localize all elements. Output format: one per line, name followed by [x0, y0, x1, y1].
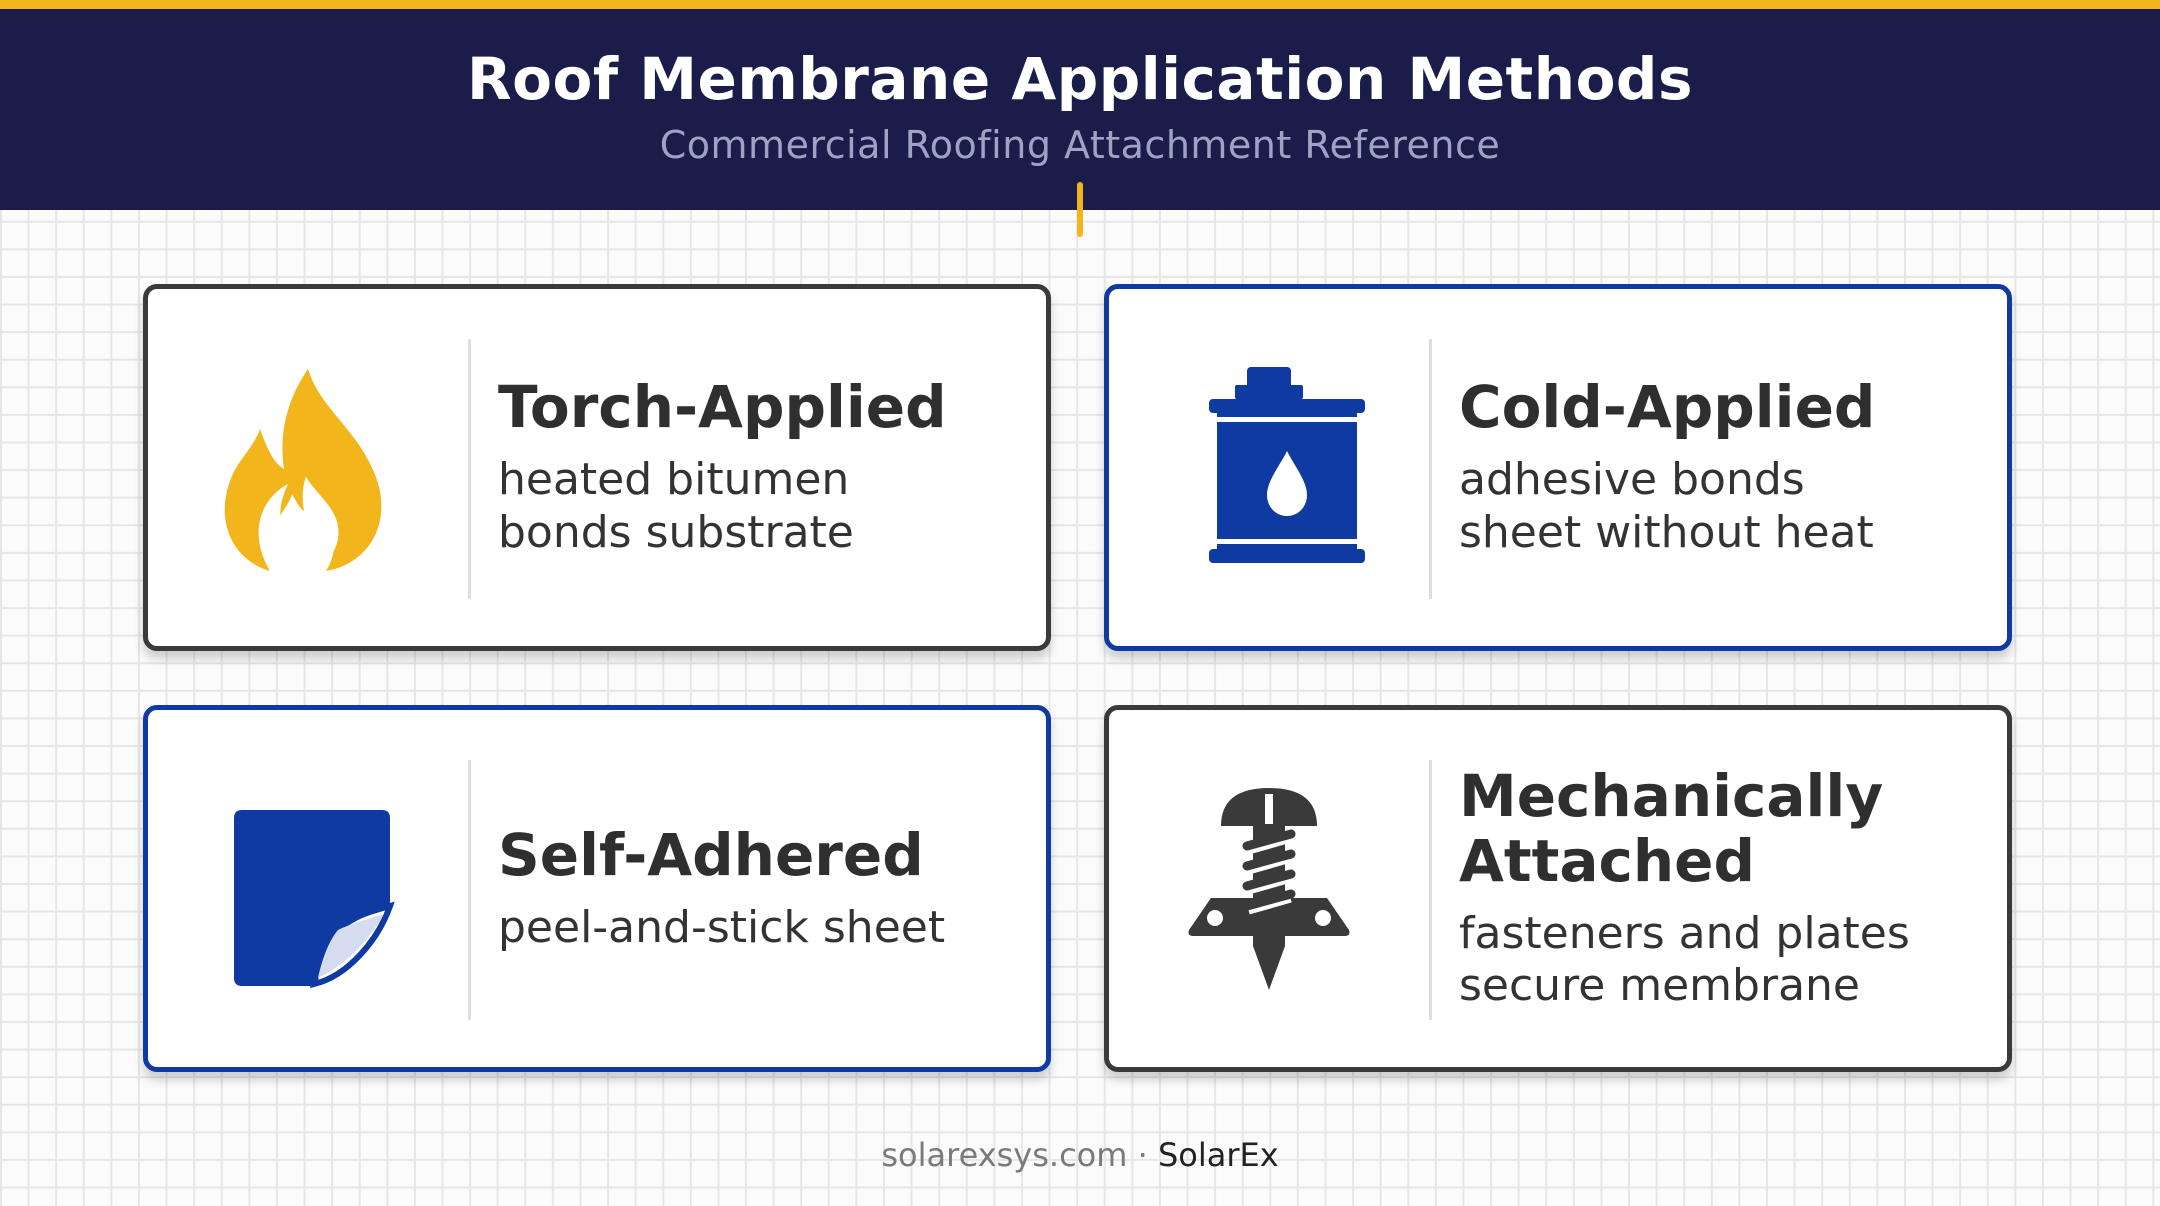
footer-credit [0, 1136, 2160, 1174]
card-title: Torch-Applied [498, 373, 947, 442]
card-description-line: secure membrane [1459, 960, 1860, 1012]
card-description-line: peel-and-stick sheet [498, 901, 946, 953]
header-banner [0, 0, 2160, 210]
card-description [498, 454, 1016, 560]
card-text [498, 710, 1016, 1067]
card-description [1459, 454, 1977, 560]
card-text [1459, 710, 1977, 1067]
card-self-adhered [143, 705, 1051, 1072]
flame-icon [208, 359, 408, 579]
card-title-line: Attached [1459, 826, 1756, 895]
card-title-line: Mechanically [1459, 761, 1884, 830]
card-description [1459, 908, 1977, 1014]
card-title: Self-Adhered [498, 820, 924, 889]
screw-plate-icon [1169, 780, 1369, 1000]
card-description-line: fasteners and plates [1459, 907, 1910, 959]
card-description-line: bonds substrate [498, 506, 854, 558]
card-text [1459, 289, 1977, 646]
card-title: Cold-Applied [1459, 373, 1876, 442]
card-torch-applied [143, 284, 1051, 651]
card-description-line: heated bitumen [498, 454, 850, 506]
footer-brand: SolarEx [1157, 1136, 1279, 1174]
footer-separator: · [1127, 1136, 1158, 1174]
card-divider [1429, 760, 1432, 1020]
footer-site: solarexsys.com [881, 1136, 1128, 1174]
card-description-line: adhesive bonds [1459, 454, 1805, 506]
accent-tick [1077, 182, 1083, 237]
card-mechanically-attached [1104, 705, 2012, 1072]
card-title [1459, 761, 1977, 895]
card-divider [468, 760, 471, 1020]
page-subtitle: Commercial Roofing Attachment Reference [659, 123, 1501, 167]
card-divider [468, 339, 471, 599]
card-description-line: sheet without heat [1459, 506, 1874, 558]
adhesive-can-icon [1169, 359, 1369, 579]
card-text [498, 289, 1016, 646]
page-title: Roof Membrane Application Methods [467, 45, 1693, 113]
card-cold-applied [1104, 284, 2012, 651]
peel-sheet-icon [208, 780, 408, 1000]
card-divider [1429, 339, 1432, 599]
card-description [498, 902, 1016, 955]
